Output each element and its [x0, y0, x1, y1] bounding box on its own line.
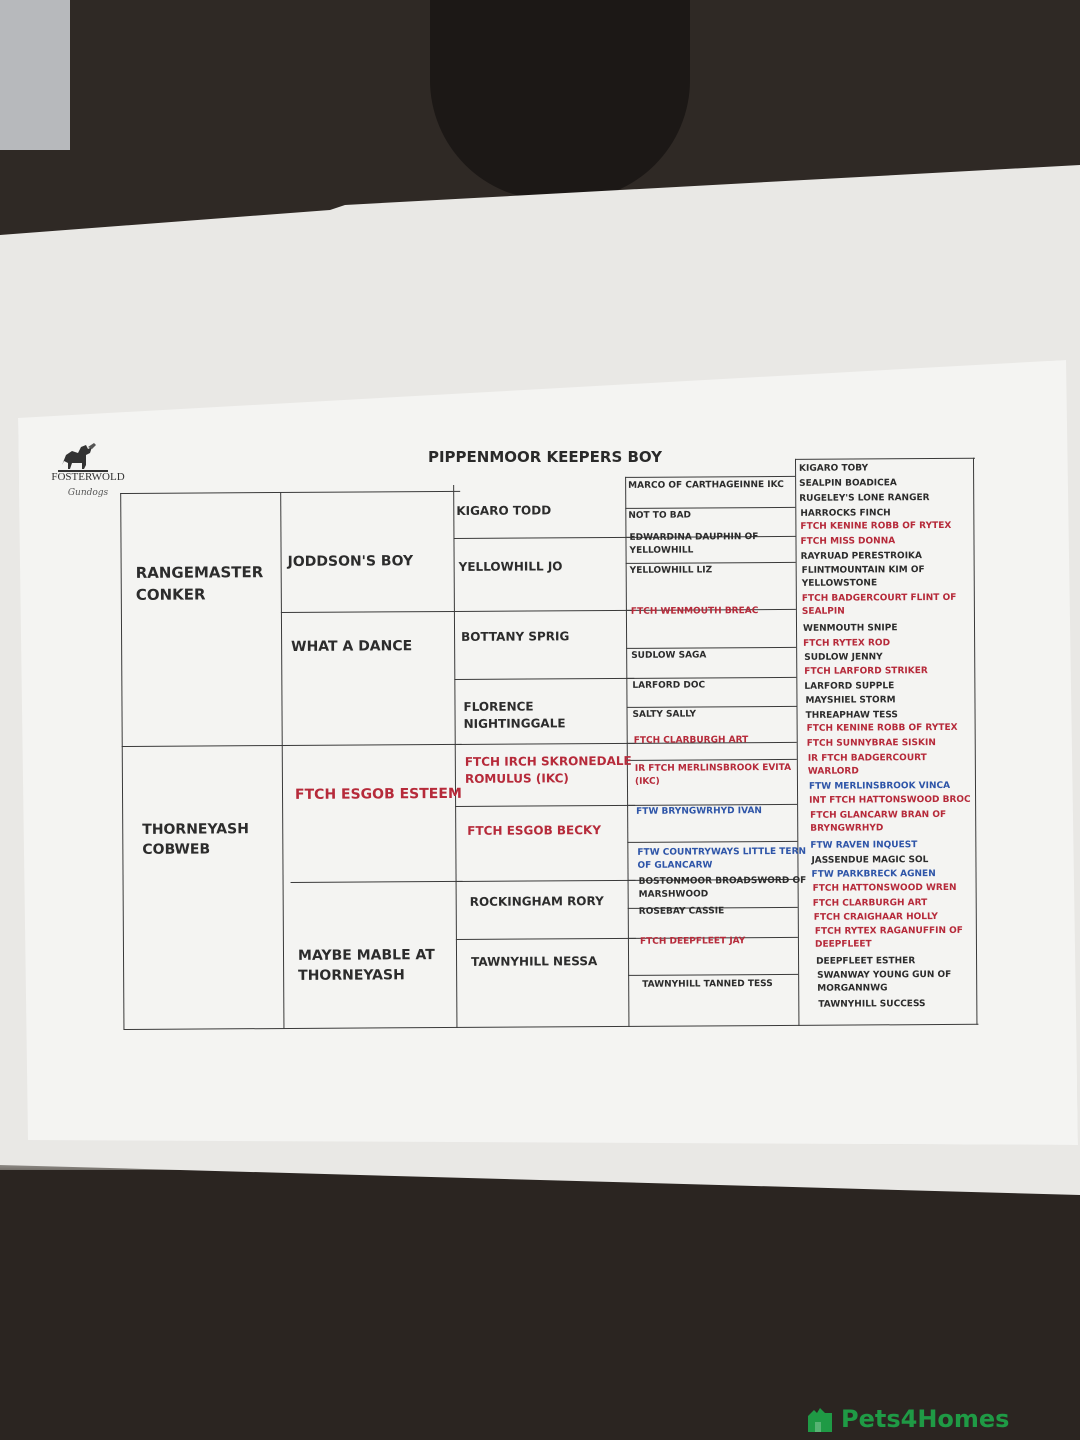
- gen5-21: INT FTCH HATTONSWOOD BROC: [809, 794, 971, 806]
- gen5-9: FTCH BADGERCOURT FLINT OF SEALPIN: [801, 592, 957, 617]
- gen5-10: WENMOUTH SNIPE: [802, 623, 898, 634]
- gen3-5: FTCH IRCH SKRONEDALE ROMULUS (IKC): [464, 753, 632, 787]
- gen5-25: FTW PARKBRECK AGNEN: [811, 869, 936, 880]
- gen5-4: HARROCKS FINCH: [800, 508, 891, 519]
- background-window: [0, 0, 70, 150]
- house-icon: [805, 1404, 835, 1434]
- gen5-8: FLINTMOUNTAIN KIM OF YELLOWSTONE: [801, 565, 925, 589]
- gen5-5: FTCH KENINE ROBB OF RYTEX: [800, 520, 952, 532]
- gen4-14: ROSEBAY CASSIE: [638, 906, 725, 917]
- gen5-2: SEALPIN BOADICEA: [799, 478, 897, 489]
- gen5-19: IR FTCH BADGERCOURT WARLORD: [807, 753, 927, 777]
- gen4-5: FTCH WENMOUTH BREAC: [630, 606, 759, 617]
- dam: THORNEYASH COBWEB: [142, 821, 249, 859]
- sire-dam: WHAT A DANCE: [291, 638, 413, 655]
- gen5-20: FTW MERLINSBROOK VINCA: [808, 780, 951, 792]
- gen3-6: FTCH ESGOB BECKY: [467, 823, 602, 838]
- gen5-16: THREAPHAW TESS: [805, 710, 898, 721]
- gen3-2: YELLOWHILL JO: [458, 559, 563, 574]
- gen4-2: NOT TO BAD: [628, 510, 692, 521]
- gen4-12: FTW COUNTRYWAYS LITTLE TERN OF GLANCARW: [637, 846, 807, 871]
- gen4-13: BOSTONMOOR BROADSWORD OF MARSHWOOD: [638, 875, 807, 900]
- gen5-13: FTCH LARFORD STRIKER: [804, 666, 928, 677]
- gen5-3: RUGELEY'S LONE RANGER: [799, 493, 930, 504]
- sire: RANGEMASTER CONKER: [135, 563, 264, 604]
- gen5-1: KIGARO TOBY: [799, 463, 869, 474]
- gen3-8: TAWNYHILL NESSA: [471, 954, 598, 969]
- dam-dam: MAYBE MABLE AT THORNEYASH: [297, 947, 435, 985]
- document-title: PIPPENMOOR KEEPERS BOY: [427, 448, 662, 466]
- gen4-16: TAWNYHILL TANNED TESS: [642, 979, 773, 990]
- gen5-14: LARFORD SUPPLE: [804, 681, 895, 692]
- gen5-32: TAWNYHILL SUCCESS: [818, 999, 926, 1010]
- logo-name: FOSTERWOLD: [51, 471, 125, 483]
- gen3-1: KIGARO TODD: [456, 503, 552, 518]
- gen3-7: ROCKINGHAM RORY: [469, 894, 604, 909]
- gen5-12: SUDLOW JENNY: [804, 652, 883, 663]
- dam-sire: FTCH ESGOB ESTEEM: [294, 785, 462, 803]
- pedigree-table: [120, 458, 995, 1030]
- gen5-26: FTCH HATTONSWOOD WREN: [812, 882, 957, 894]
- gen4-15: FTCH DEEPFLEET JAY: [639, 936, 746, 947]
- gen4-9: FTCH CLARBURGH ART: [633, 735, 749, 746]
- gen5-11: FTCH RYTEX ROD: [803, 638, 891, 649]
- gen5-24: JASSENDUE MAGIC SOL: [811, 855, 929, 866]
- gen5-30: DEEPFLEET ESTHER: [816, 956, 916, 967]
- sire-sire: JODDSON'S BOY: [287, 553, 414, 570]
- gen4-3: EDWARDINA DAUPHIN OF YELLOWHILL: [629, 532, 759, 556]
- gen5-15: MAYSHIEL STORM: [805, 695, 896, 706]
- gen5-17: FTCH KENINE ROBB OF RYTEX: [806, 722, 958, 734]
- gen5-27: FTCH CLARBURGH ART: [812, 898, 928, 909]
- gen4-4: YELLOWHILL LIZ: [629, 565, 713, 576]
- gen5-29: FTCH RYTEX RAGANUFFIN OF DEEPFLEET: [814, 925, 963, 950]
- gen5-22: FTCH GLANCARW BRAN OF BRYNGWRHYD: [810, 809, 947, 834]
- gen5-6: FTCH MISS DONNA: [800, 536, 896, 547]
- gen5-18: FTCH SUNNYBRAE SISKIN: [806, 738, 936, 749]
- gen5-23: FTW RAVEN INQUEST: [810, 840, 918, 851]
- gen5-28: FTCH CRAIGHAAR HOLLY: [813, 912, 938, 923]
- gen4-11: FTW BRYNGWRHYD IVAN: [636, 806, 762, 817]
- gen4-10: IR FTCH MERLINSBROOK EVITA (IKC): [634, 762, 792, 787]
- gen3-3: BOTTANY SPRIG: [461, 629, 570, 644]
- gen4-1: MARCO OF CARTHAGEINNE IKC: [628, 479, 784, 491]
- gen4-7: LARFORD DOC: [632, 680, 706, 691]
- watermark-text: Pets4Homes: [841, 1405, 1010, 1433]
- gen4-6: SUDLOW SAGA: [631, 650, 707, 661]
- gen5-7: RAYRUAD PERESTROIKA: [800, 551, 923, 562]
- logo-subtitle: Gundogs: [67, 488, 109, 498]
- gen5-31: SWANWAY YOUNG GUN OF MORGANNWG: [817, 969, 952, 994]
- gen4-8: SALTY SALLY: [632, 709, 697, 720]
- pets4homes-watermark: [805, 1398, 1009, 1440]
- gen3-4: FLORENCE NIGHTINGGALE: [463, 699, 566, 732]
